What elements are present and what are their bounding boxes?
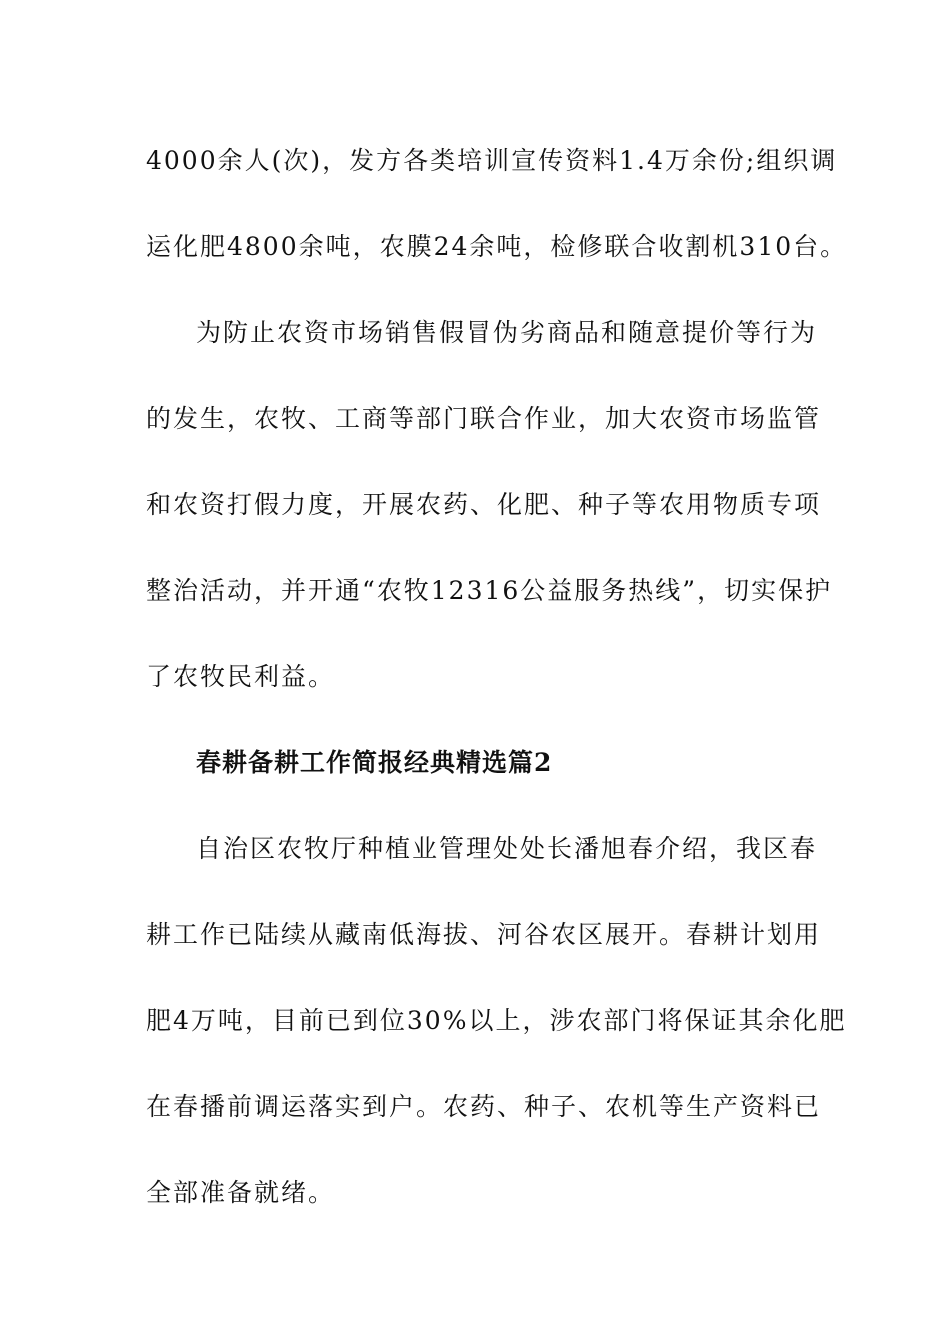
paragraph-line-4: 的发生，农牧、工商等部门联合作业，加大农资市场监管 [146, 404, 822, 433]
paragraph-line-11: 在春播前调运落实到户。农药、种子、农机等生产资料已 [146, 1092, 822, 1121]
section-heading: 春耕备耕工作简报经典精选篇2 [196, 748, 553, 777]
paragraph-line-6: 整治活动，并开通“农牧12316公益服务热线”，切实保护 [146, 576, 833, 605]
paragraph-line-3: 为防止农资市场销售假冒伪劣商品和随意提价等行为 [196, 318, 818, 347]
paragraph-line-1: 4000余人(次)，发方各类培训宣传资料1.4万余份;组织调 [146, 146, 838, 175]
paragraph-line-8: 自治区农牧厅种植业管理处处长潘旭春介绍，我区春 [196, 834, 818, 863]
paragraph-line-9: 耕工作已陆续从藏南低海拔、河谷农区展开。春耕计划用 [146, 920, 822, 949]
paragraph-line-2: 运化肥4800余吨，农膜24余吨，检修联合收割机310台。 [146, 232, 848, 261]
paragraph-line-5: 和农资打假力度，开展农药、化肥、种子等农用物质专项 [146, 490, 822, 519]
paragraph-line-10: 肥4万吨，目前已到位30%以上，涉农部门将保证其余化肥 [146, 1006, 847, 1035]
paragraph-line-7: 了农牧民利益。 [146, 662, 336, 691]
paragraph-line-12: 全部准备就绪。 [146, 1178, 336, 1207]
